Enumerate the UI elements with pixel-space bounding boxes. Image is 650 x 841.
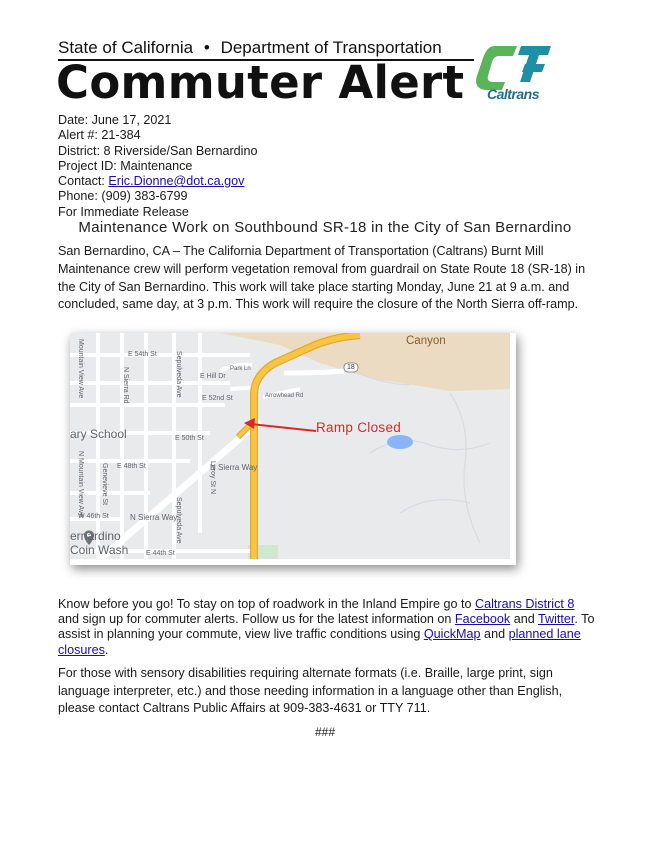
- closure-map: [70, 333, 510, 559]
- lane-closures-link[interactable]: planned lane closures: [58, 627, 581, 657]
- facebook-link[interactable]: Facebook: [454, 612, 511, 627]
- ramp-closed-annotation: Ramp Closed: [316, 420, 402, 435]
- map-label-mountain-view-1: Mountain View Ave: [77, 339, 84, 399]
- quickmap-link[interactable]: QuickMap: [423, 627, 481, 642]
- agency-line: [58, 38, 442, 58]
- map-label-sepulveda-1: Sepulveda Ave: [175, 351, 182, 398]
- twitter-link[interactable]: Twitter: [538, 612, 575, 627]
- map-label-coin-wash-1: ernardino: [70, 529, 121, 543]
- alert-date: Date: June 17, 2021: [58, 113, 172, 127]
- map-label-w46: W 46th St: [78, 513, 109, 520]
- map-label-park-ln: Park Ln: [230, 366, 251, 372]
- links-text-3: and: [510, 612, 538, 627]
- caltrans-wordmark: Caltrans: [486, 86, 540, 102]
- map-label-n-sierra-way-1: N Sierra Way: [210, 463, 258, 472]
- map-label-arrowhead: Arrowhead Rd: [265, 393, 304, 399]
- body-paragraph: San Bernardino, CA – The California Department of Transportation (Caltrans) Burnt Mill Maintenance crew will perform vegetation removal from guardrail on State Route 18 (SR-18) in the City of San Bernardino. This work will take place starting Monday, June 21 at 9 a.m. and concluded, same day, at 3 p.m. This work will require the closure of the North Sierra off-ramp.: [58, 244, 586, 312]
- map-label-e54: E 54th St: [128, 351, 157, 358]
- department-label: Department of Transportation: [220, 38, 442, 57]
- end-mark: ###: [314, 725, 336, 739]
- map-label-e48: E 48th St: [117, 463, 146, 470]
- links-text-6: .: [104, 642, 109, 657]
- alert-phone: Phone: (909) 383-6799: [58, 189, 188, 204]
- alert-district: District: 8 Riverside/San Bernardino: [58, 143, 258, 158]
- map-label-n-sierra-rd: N Sierra Rd: [122, 367, 129, 404]
- map-label-leroy: Leroy St N: [209, 461, 216, 495]
- links-text-5: and: [480, 627, 509, 642]
- alert-meta: [58, 113, 257, 220]
- contact-email-link[interactable]: Eric.Dionne@dot.ca.gov: [108, 174, 245, 189]
- alert-headline: Maintenance Work on Southbound SR-18 in the City of San Bernardino: [78, 219, 572, 236]
- alert-number: Alert #: 21-384: [58, 128, 141, 143]
- route-18-shield: 18: [347, 364, 355, 371]
- release-note: For Immediate Release: [58, 204, 189, 219]
- links-text-1: Know before you go! To stay on top of roadwork in the Inland Empire go to: [58, 597, 476, 611]
- map-label-e52: E 52nd St: [202, 395, 233, 402]
- links-text-4: . To assist in planning your commute, view live traffic conditions using: [58, 612, 595, 642]
- contact-label: Contact:: [58, 174, 109, 189]
- district-8-link[interactable]: Caltrans District 8: [475, 597, 575, 611]
- links-text-2: and sign up for commuter alerts. Follow us for the latest information on: [58, 612, 455, 627]
- map-label-sepulveda-2: Sepulveda Ave: [175, 497, 182, 544]
- links-paragraph: [58, 597, 598, 658]
- map-label-coin-wash-2: Coin Wash: [70, 543, 129, 557]
- map-label-school: ary School: [70, 427, 127, 441]
- page-title: Commuter Alert: [56, 56, 465, 109]
- alert-project: Project ID: Maintenance: [58, 158, 193, 173]
- map-label-canyon: Canyon: [406, 335, 446, 347]
- map-label-e50: E 50th St: [175, 435, 204, 442]
- map-label-hill-dr: E Hill Dr: [200, 373, 226, 380]
- map-label-mountain-view-2: N Mountain View Ave: [77, 451, 84, 518]
- alert-contact: [58, 174, 257, 189]
- accessibility-paragraph: For those with sensory disabilities requiring alternate formats (i.e. Braille, large print, sign language interpreter, etc.) and those needing information in a language other than English, please contact Caltrans Public Affairs at 909-383-4631 or TTY 711.: [58, 666, 563, 715]
- map-graphic: [70, 333, 510, 559]
- map-label-genevieve: Genevieve St: [101, 463, 108, 506]
- map-label-n-sierra-way-2: N Sierra Way: [130, 513, 178, 522]
- state-label: State of California: [58, 38, 194, 57]
- bullet-separator: •: [203, 38, 210, 57]
- map-label-e44: E 44th St: [146, 550, 175, 557]
